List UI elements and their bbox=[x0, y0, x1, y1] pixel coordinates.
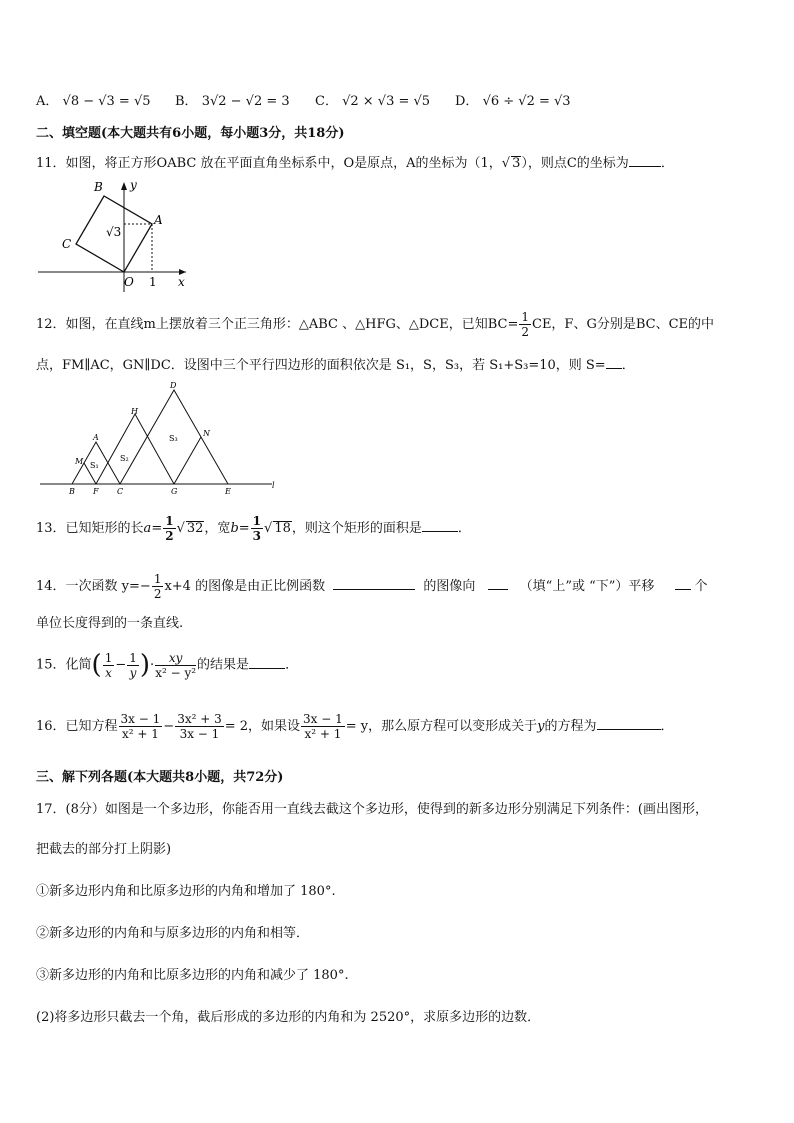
q12-answer-blank bbox=[606, 356, 622, 369]
q14-blank-1 bbox=[333, 577, 415, 590]
question-17-item1: ①新多边形内角和比原多边形的内角和增加了 180°. bbox=[36, 884, 336, 899]
q11-text-a: 11．如图，将正方形OABC 放在平面直角坐标系中，O是原点，A的坐标为（1， bbox=[36, 156, 502, 171]
q13-var-a: a bbox=[143, 521, 152, 536]
svg-text:H: H bbox=[131, 407, 138, 416]
q15-answer-blank bbox=[249, 656, 285, 669]
question-17-item3: ③新多边形的内角和比原多边形的内角和减少了 180°. bbox=[36, 968, 349, 983]
svg-text:S₃: S₃ bbox=[169, 434, 178, 443]
q16-answer-blank bbox=[597, 717, 661, 730]
question-14-line1: 14．一次函数 y=− $\frac{1}{2}$ x+4 的图像是由正比例函数 的图像向 （填“上”或 “下”）平移 个 bbox=[36, 572, 708, 601]
svg-text:S₂: S₂ bbox=[120, 454, 129, 463]
svg-text:B: B bbox=[69, 487, 75, 496]
q11-sqrt: 3 bbox=[512, 156, 521, 171]
label-o: O bbox=[124, 275, 134, 289]
svg-text:C: C bbox=[117, 487, 124, 496]
label-x: x bbox=[178, 275, 185, 289]
q11-text-b: ），则点C的坐标为 bbox=[521, 156, 629, 171]
option-b bbox=[175, 90, 290, 109]
label-b: B bbox=[94, 180, 103, 194]
label-a: A bbox=[154, 213, 163, 227]
q13-var-b: b bbox=[230, 521, 239, 536]
q12-figure bbox=[36, 378, 286, 498]
option-a bbox=[36, 90, 151, 109]
label-y: y bbox=[130, 178, 137, 192]
q11-answer-blank bbox=[629, 154, 661, 167]
svg-text:E: E bbox=[225, 487, 231, 496]
question-17-line1: 17．(8分）如图是一个多边形，你能否用一直线去截这个多边形，使得到的新多边形分别满足下列条件：(画出图形， bbox=[36, 802, 708, 817]
triangle-hfg bbox=[96, 414, 174, 484]
question-17-item4: (2)将多边形只截去一个角，截后形成的多边形的内角和为 2520°，求原多边形的边数． bbox=[36, 1010, 541, 1025]
svg-text:S₁: S₁ bbox=[90, 461, 99, 470]
option-d bbox=[455, 90, 571, 109]
label-one: 1 bbox=[149, 275, 157, 289]
option-d-label: D． bbox=[455, 94, 479, 109]
svg-text:G: G bbox=[171, 487, 178, 496]
svg-text:F: F bbox=[93, 487, 99, 496]
option-a-label: A． bbox=[36, 94, 59, 109]
option-c bbox=[315, 90, 430, 109]
question-12-line1: 12．如图，在直线m上摆放着三个正三角形：△ABC 、△HFG、△DCE，已知BC= $\frac{1}{2}$ CE，F、G分别是BC、CE的中 bbox=[36, 310, 715, 339]
option-a-expr: √8 − √3 = √5 bbox=[62, 94, 151, 109]
q14-blank-2 bbox=[488, 577, 508, 590]
section-3-title: 三、解下列各题(本大题共8小题，共72分) bbox=[36, 770, 284, 785]
svg-text:A: A bbox=[93, 433, 99, 442]
q11-figure bbox=[36, 178, 196, 296]
question-16: 16．已知方程 $\frac{3x - 1}{\text{x² + 1}}$ − $\frac{\text{3x² + 3}}{3x - 1}$ = 2，如果设 $\frac{3x - 1}{\text{x² + 1}}$ = y，那么原方程可以变形成关于y的方程为 ． bbox=[36, 712, 674, 741]
question-12-line2: 点，FM∥AC，GN∥DC．设图中三个平行四边形的面积依次是 S₁，S，S₃，若 S₁+S₃=10，则 S= ． bbox=[36, 358, 635, 373]
q12-fraction: $\frac{1}{2}$ bbox=[521, 310, 529, 339]
svg-text:N: N bbox=[203, 429, 210, 438]
q14-blank-3 bbox=[675, 577, 691, 590]
question-17-item2: ②新多边形的内角和与原多边形的内角和相等． bbox=[36, 926, 310, 941]
question-11: 11．如图，将正方形OABC 放在平面直角坐标系中，O是原点，A的坐标为（1，√ 3），则点C的坐标为 ． bbox=[36, 156, 674, 171]
svg-text:l: l bbox=[272, 481, 275, 490]
question-13: 13．已知矩形的长a= $\frac{1}{2}$ √ 32，宽b= $\frac{1}{3}$ √ 18，则这个矩形的面积是 ． bbox=[36, 514, 471, 543]
label-sqrt3: √3 bbox=[106, 225, 122, 239]
q13-answer-blank bbox=[422, 519, 458, 532]
option-b-label: B． bbox=[175, 94, 198, 109]
question-14-line2: 单位长度得到的一条直线. bbox=[36, 616, 184, 631]
question-15: 15．化简( $\frac{1}{x}$ − $\frac{1}{y}$ )· $\frac{xy}{\text{x² − y²}}$ 的结果是 ． bbox=[36, 650, 299, 680]
option-c-label: C． bbox=[315, 94, 338, 109]
question-17-line2: 把截去的部分打上阴影) bbox=[36, 842, 172, 857]
option-d-expr: √6 ÷ √2 = √3 bbox=[482, 94, 571, 109]
option-c-expr: √2 × √3 = √5 bbox=[342, 94, 431, 109]
section-2-title: 二、填空题(本大题共有6小题，每小题3分，共18分) bbox=[36, 126, 345, 141]
svg-text:M: M bbox=[75, 457, 84, 466]
label-c: C bbox=[62, 237, 72, 251]
option-b-expr: 3√2 − √2 = 3 bbox=[201, 94, 290, 109]
svg-text:D: D bbox=[170, 381, 177, 390]
